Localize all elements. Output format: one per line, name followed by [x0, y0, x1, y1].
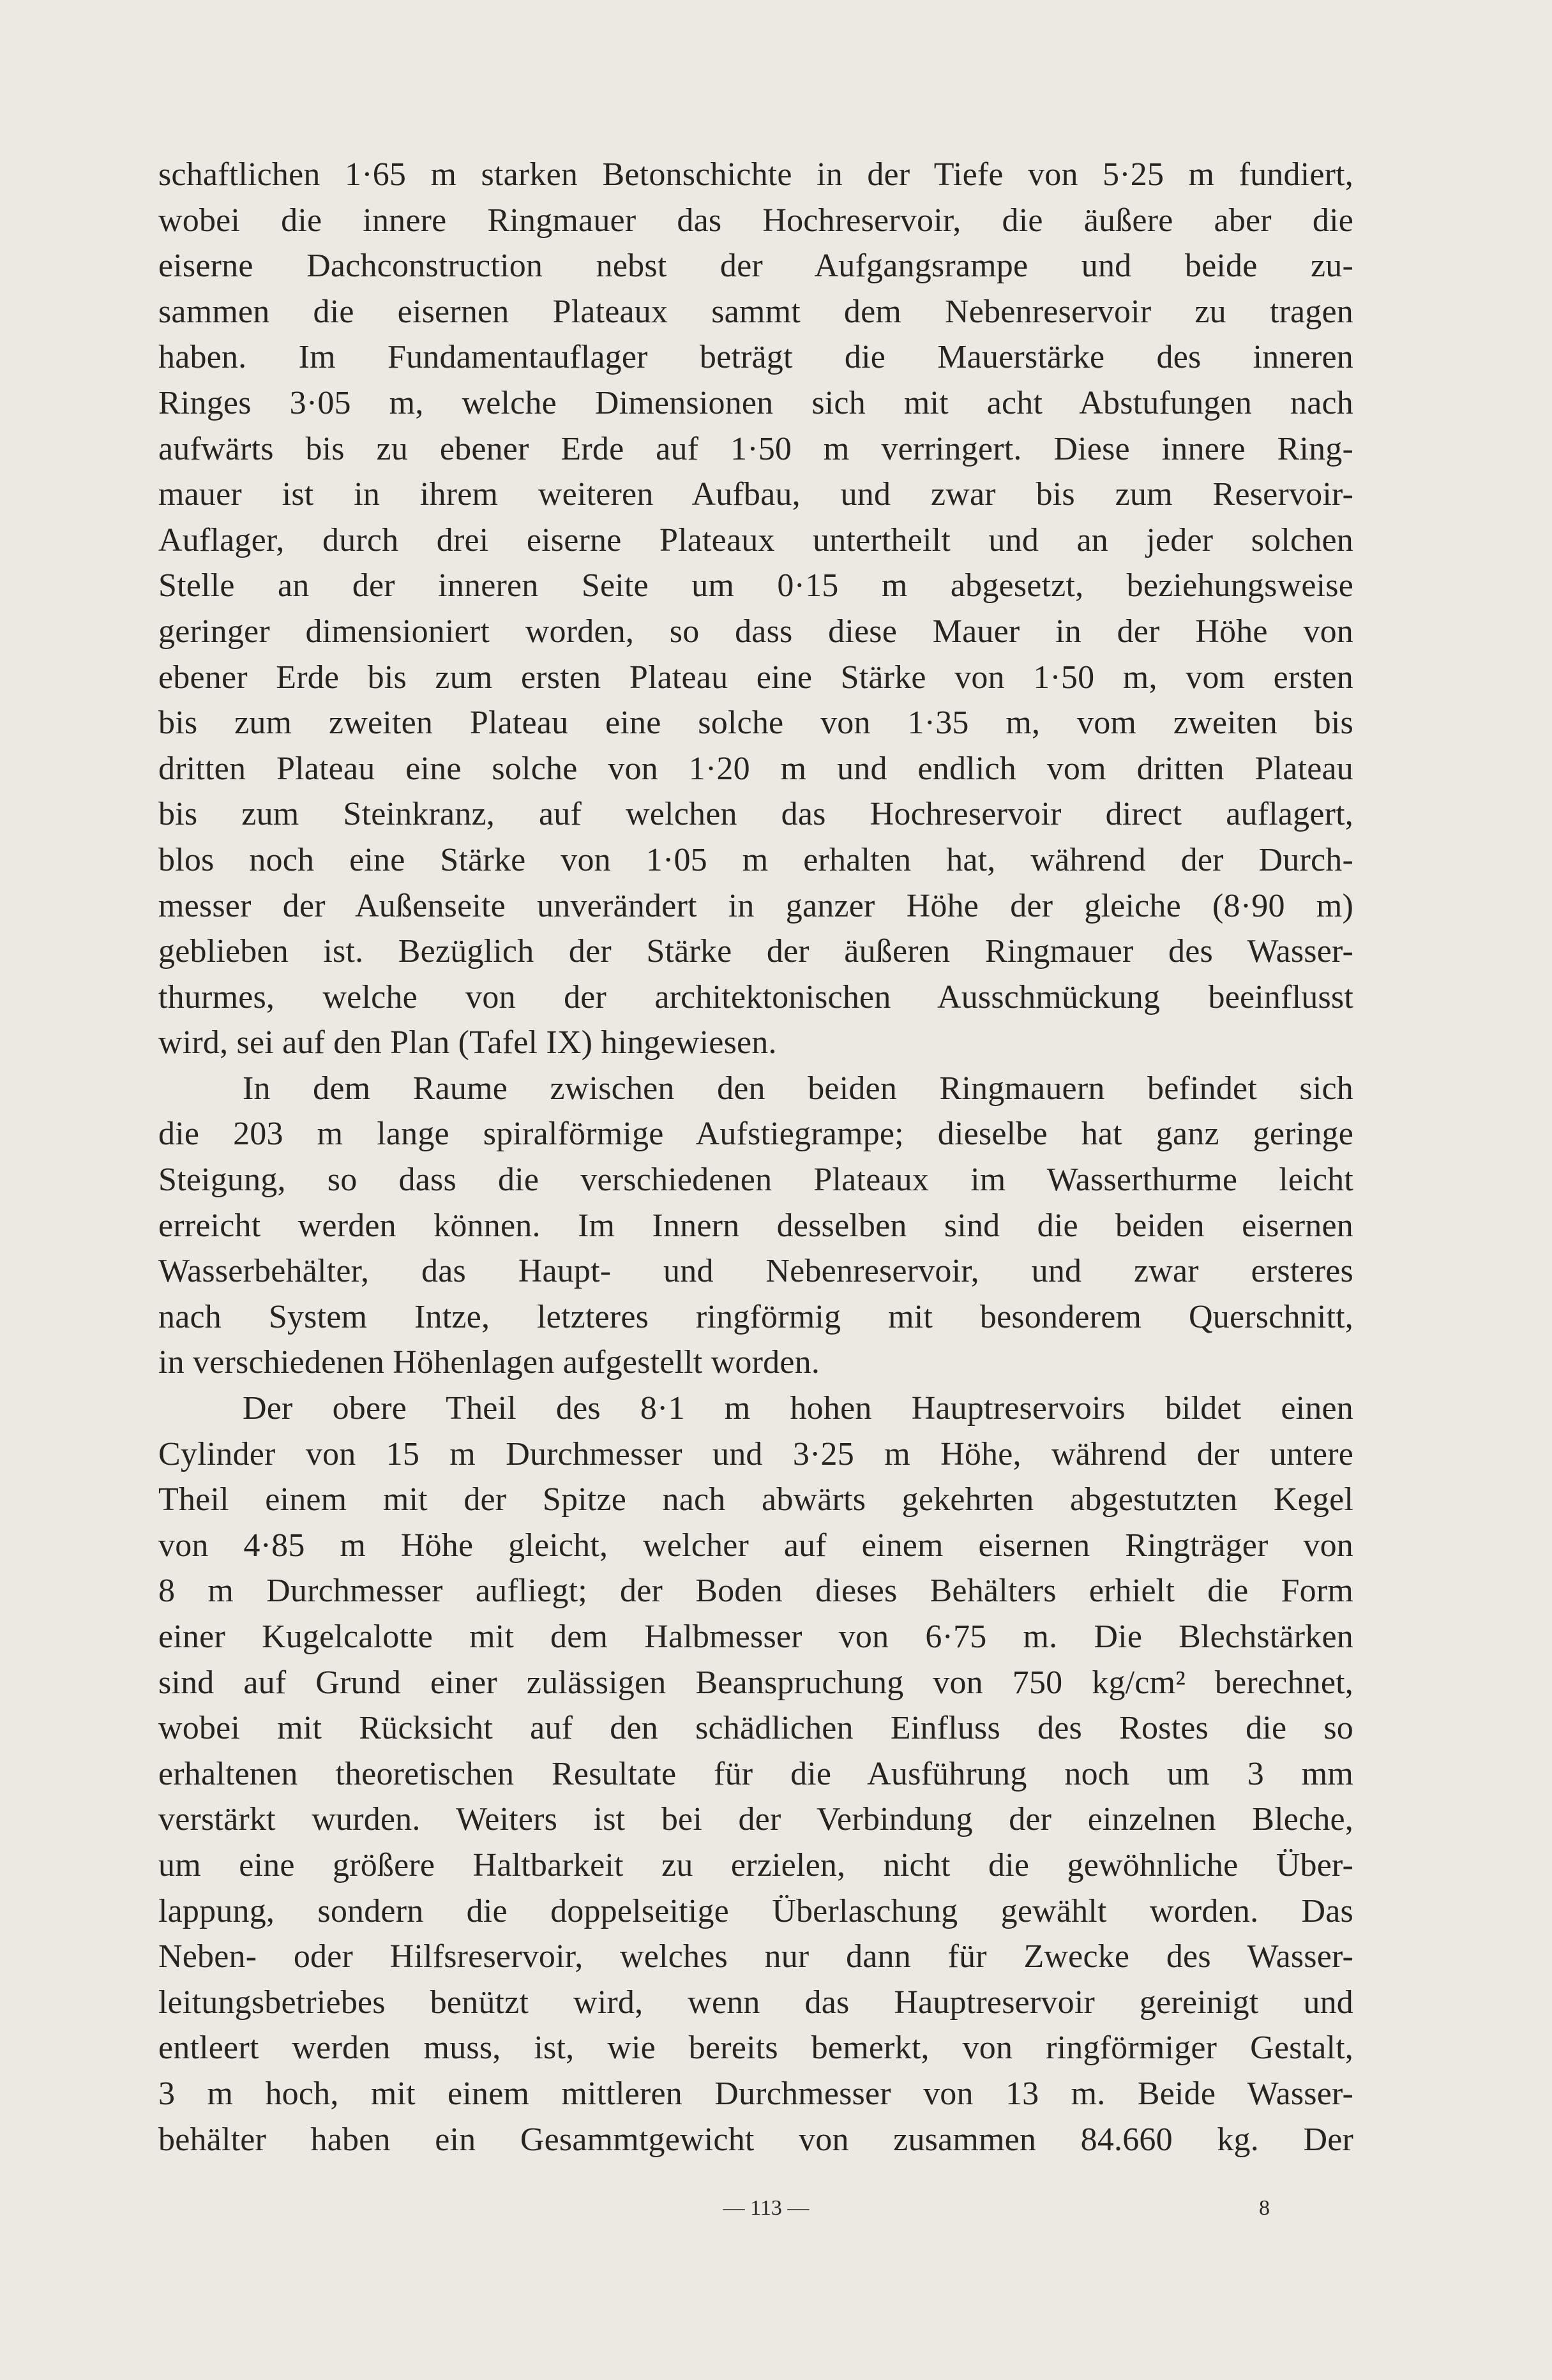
text-line: Auflager, durch drei eiserne Plateaux untertheilt und an jeder solchen — [158, 521, 1353, 558]
text-line: in verschiedenen Höhenlagen aufgestellt worden. — [158, 1344, 820, 1381]
text-line: sind auf Grund einer zulässigen Beanspruchung von 750 kg/cm² berechnet, — [158, 1664, 1353, 1701]
page-number: — 113 — — [723, 2196, 810, 2220]
text-line: geblieben ist. Bezüglich der Stärke der äußeren Ringmauer des Wasser- — [158, 933, 1353, 970]
text-line: von 4·85 m Höhe gleicht, welcher auf einem eisernen Ringträger von — [158, 1527, 1353, 1564]
text-line: 8 m Durchmesser aufliegt; der Boden dieses Behälters erhielt die Form — [158, 1573, 1353, 1610]
text-line: haben. Im Fundamentauflager beträgt die Mauerstärke des inneren — [158, 339, 1353, 376]
text-line: Cylinder von 15 m Durchmesser und 3·25 m Höhe, während der untere — [158, 1435, 1353, 1472]
text-line: wird, sei auf den Plan (Tafel IX) hingewiesen. — [158, 1024, 777, 1061]
text-line: behälter haben ein Gesammtgewicht von zusammen 84.660 kg. Der — [158, 2121, 1353, 2158]
paragraph-2 — [158, 1066, 1353, 1386]
text-line: wobei mit Rücksicht auf den schädlichen Einfluss des Rostes die so — [158, 1710, 1353, 1747]
text-line: ebener Erde bis zum ersten Plateau eine Stärke von 1·50 m, vom ersten — [158, 659, 1353, 696]
text-line: blos noch eine Stärke von 1·05 m erhalten hat, während der Durch- — [158, 841, 1353, 878]
text-line: erhaltenen theoretischen Resultate für die Ausführung noch um 3 mm — [158, 1755, 1353, 1792]
paragraph-3 — [158, 1386, 1353, 2162]
text-line: geringer dimensioniert worden, so dass diese Mauer in der Höhe von — [158, 613, 1353, 650]
text-line: Stelle an der inneren Seite um 0·15 m abgesetzt, beziehungsweise — [158, 567, 1353, 604]
signature-mark: 8 — [1259, 2196, 1270, 2220]
text-line: wobei die innere Ringmauer das Hochreservoir, die äußere aber die — [158, 202, 1353, 239]
text-line: schaftlichen 1·65 m starken Betonschichte in der Tiefe von 5·25 m fundiert, — [158, 156, 1353, 193]
text-line: verstärkt wurden. Weiters ist bei der Verbindung der einzelnen Bleche, — [158, 1801, 1353, 1838]
text-line: Theil einem mit der Spitze nach abwärts gekehrten abgestutzten Kegel — [158, 1481, 1353, 1518]
text-line: um eine größere Haltbarkeit zu erzielen, nicht die gewöhnliche Über- — [158, 1846, 1353, 1883]
text-line: Neben- oder Hilfsreservoir, welches nur dann für Zwecke des Wasser- — [158, 1938, 1353, 1975]
text-line: dritten Plateau eine solche von 1·20 m und endlich vom dritten Plateau — [158, 750, 1353, 787]
text-line: Wasserbehälter, das Haupt- und Nebenreservoir, und zwar ersteres — [158, 1253, 1353, 1290]
text-line: Steigung, so dass die verschiedenen Plateaux im Wasserthurme leicht — [158, 1162, 1353, 1199]
text-line: erreicht werden können. Im Innern desselben sind die beiden eisernen — [158, 1207, 1353, 1244]
text-line: leitungsbetriebes benützt wird, wenn das Hauptreservoir gereinigt und — [158, 1984, 1353, 2021]
text-line: thurmes, welche von der architektonischen Ausschmückung beeinflusst — [158, 978, 1353, 1015]
text-line: einer Kugelcalotte mit dem Halbmesser von 6·75 m. Die Blechstärken — [158, 1619, 1353, 1655]
text-line: Ringes 3·05 m, welche Dimensionen sich mit acht Abstufungen nach — [158, 384, 1353, 421]
text-line: entleert werden muss, ist, wie bereits bemerkt, von ringförmiger Gestalt, — [158, 2030, 1353, 2067]
text-line: aufwärts bis zu ebener Erde auf 1·50 m verringert. Diese innere Ring- — [158, 430, 1353, 467]
text-line: eiserne Dachconstruction nebst der Aufgangsrampe und beide zu- — [158, 248, 1353, 285]
text-line: Der obere Theil des 8·1 m hohen Hauptreservoirs bildet einen — [243, 1390, 1353, 1427]
paragraph-1 — [158, 152, 1353, 1066]
text-line: die 203 m lange spiralförmige Aufstiegrampe; dieselbe hat ganz geringe — [158, 1116, 1353, 1153]
text-line: bis zum zweiten Plateau eine solche von 1·35 m, vom zweiten bis — [158, 705, 1353, 742]
body-text — [158, 152, 1353, 2162]
page-footer — [0, 2196, 1552, 2234]
text-line: messer der Außenseite unverändert in ganzer Höhe der gleiche (8·90 m) — [158, 887, 1353, 924]
text-line: 3 m hoch, mit einem mittleren Durchmesser von 13 m. Beide Wasser- — [158, 2075, 1353, 2112]
text-line: nach System Intze, letzteres ringförmig mit besonderem Querschnitt, — [158, 1298, 1353, 1335]
text-line: lappung, sondern die doppelseitige Überlaschung gewählt worden. Das — [158, 1892, 1353, 1929]
text-line: sammen die eisernen Plateaux sammt dem Nebenreservoir zu tragen — [158, 293, 1353, 330]
text-line: bis zum Steinkranz, auf welchen das Hochreservoir direct auflagert, — [158, 796, 1353, 833]
text-line: mauer ist in ihrem weiteren Aufbau, und zwar bis zum Reservoir- — [158, 476, 1353, 513]
text-line: In dem Raume zwischen den beiden Ringmauern befindet sich — [243, 1070, 1353, 1107]
